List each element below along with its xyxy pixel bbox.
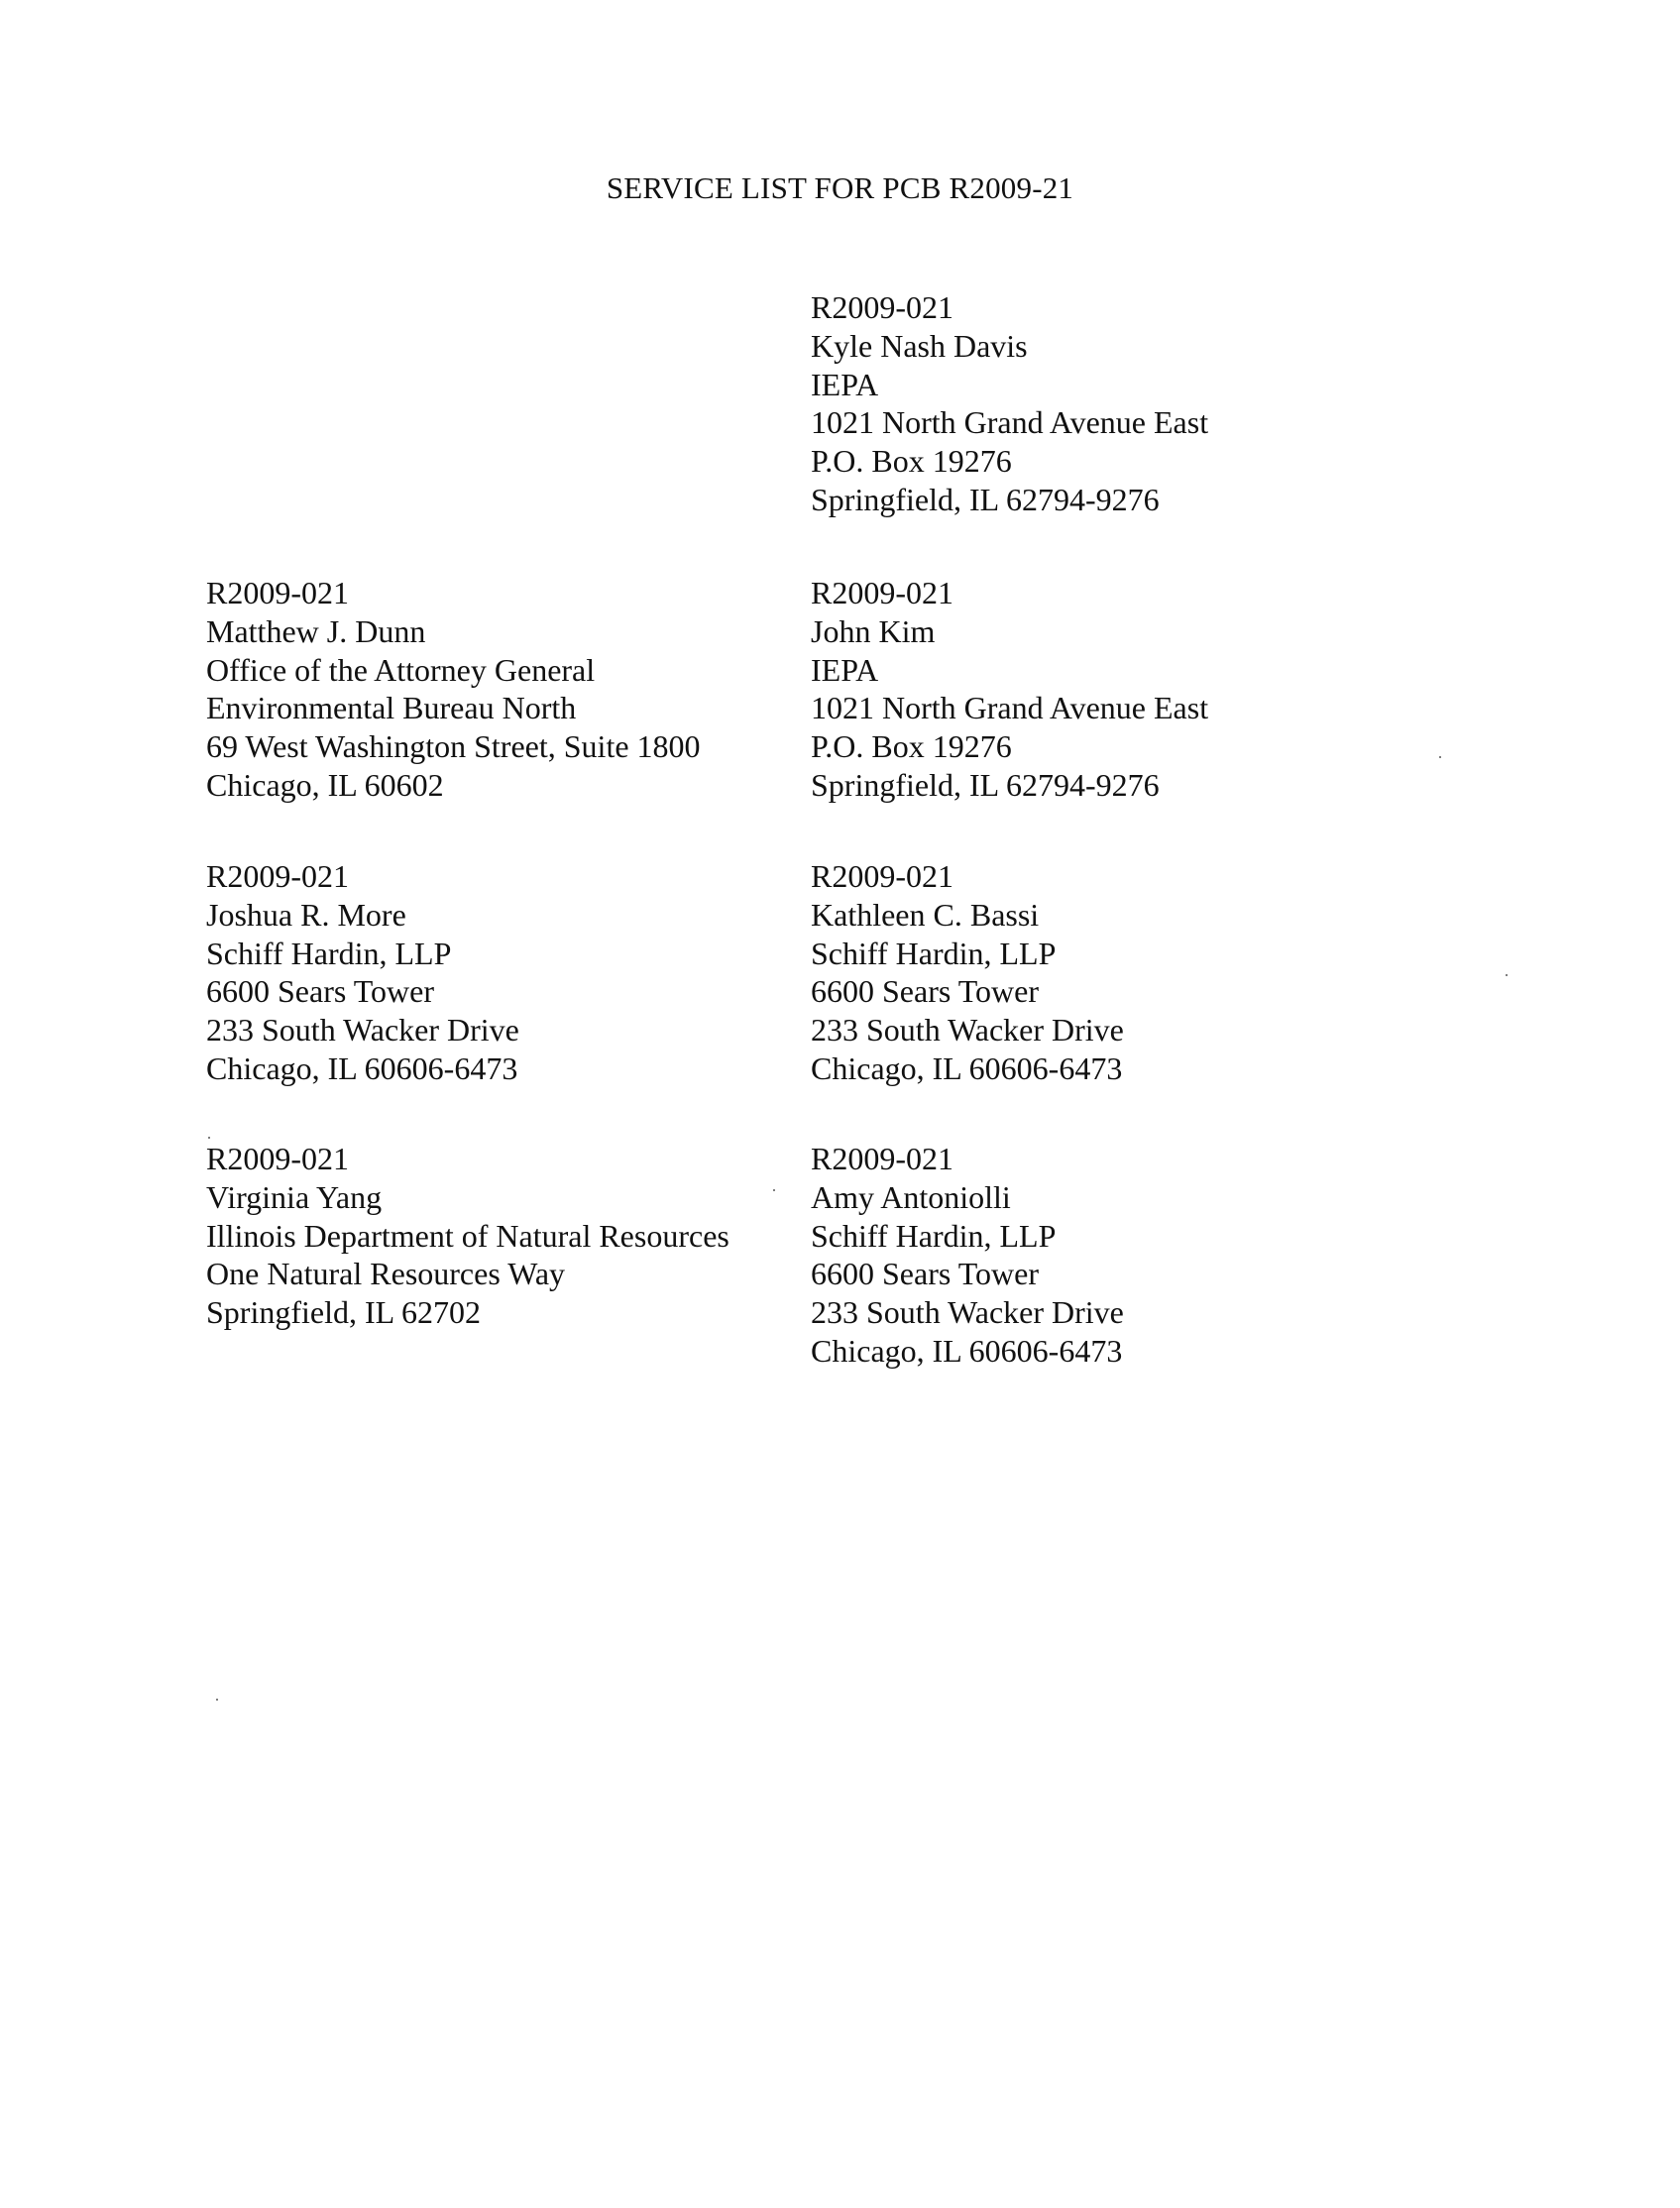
- city-state-zip: Chicago, IL 60602: [206, 766, 444, 803]
- organization: Schiff Hardin, LLP: [206, 935, 452, 971]
- po-box: P.O. Box 19276: [811, 728, 1012, 765]
- service-entry-kim: [811, 574, 1208, 805]
- recipient-name: Joshua R. More: [206, 896, 406, 933]
- service-entry-bassi: [811, 857, 1124, 1088]
- service-entry-dunn: [206, 574, 701, 805]
- organization: Illinois Department of Natural Resources: [206, 1217, 729, 1254]
- po-box: P.O. Box 19276: [811, 443, 1012, 480]
- organization: Schiff Hardin, LLP: [811, 1217, 1057, 1254]
- recipient-name: John Kim: [811, 612, 936, 649]
- city-state-zip: Springfield, IL 62794-9276: [811, 481, 1160, 517]
- scan-speck: [773, 1189, 775, 1191]
- page-title: SERVICE LIST FOR PCB R2009-21: [606, 170, 1074, 205]
- organization: Office of the Attorney General: [206, 651, 596, 688]
- organization: Schiff Hardin, LLP: [811, 935, 1057, 971]
- recipient-name: Kyle Nash Davis: [811, 327, 1028, 364]
- city-state-zip: Springfield, IL 62794-9276: [811, 766, 1160, 803]
- street-address: 1021 North Grand Avenue East: [811, 404, 1209, 441]
- city-state-zip: Chicago, IL 60606-6473: [811, 1049, 1123, 1086]
- docket-number: R2009-021: [811, 858, 953, 894]
- recipient-name: Matthew J. Dunn: [206, 612, 426, 649]
- service-entry-antoniolli: [811, 1140, 1124, 1371]
- docket-number: R2009-021: [811, 575, 953, 610]
- service-entry-yang: [206, 1140, 729, 1332]
- docket-number: R2009-021: [206, 858, 349, 894]
- city-state-zip: Chicago, IL 60606-6473: [811, 1332, 1123, 1369]
- docket-number: R2009-021: [206, 575, 349, 610]
- city-state-zip: Springfield, IL 62702: [206, 1294, 481, 1331]
- building: 6600 Sears Tower: [811, 973, 1040, 1010]
- organization: IEPA: [811, 366, 879, 402]
- docket-number: R2009-021: [811, 289, 953, 325]
- scan-speck: [208, 1137, 210, 1139]
- street-address: 233 South Wacker Drive: [811, 1294, 1124, 1331]
- recipient-name: Kathleen C. Bassi: [811, 896, 1040, 933]
- street-address: 233 South Wacker Drive: [206, 1012, 519, 1049]
- department: Environmental Bureau North: [206, 690, 577, 726]
- city-state-zip: Chicago, IL 60606-6473: [206, 1049, 518, 1086]
- service-entry-davis: [811, 288, 1208, 519]
- street-address: 1021 North Grand Avenue East: [811, 690, 1209, 726]
- street-address: 233 South Wacker Drive: [811, 1012, 1124, 1049]
- building: 6600 Sears Tower: [206, 973, 435, 1010]
- recipient-name: Amy Antoniolli: [811, 1178, 1011, 1215]
- street-address: One Natural Resources Way: [206, 1256, 566, 1292]
- docket-number: R2009-021: [206, 1141, 349, 1176]
- building: 6600 Sears Tower: [811, 1256, 1040, 1292]
- organization: IEPA: [811, 651, 879, 688]
- recipient-name: Virginia Yang: [206, 1178, 383, 1215]
- scan-speck: [1439, 756, 1441, 758]
- scan-speck: [1506, 974, 1508, 976]
- service-entry-more: [206, 857, 519, 1088]
- scan-speck: [216, 1699, 218, 1701]
- docket-number: R2009-021: [811, 1141, 953, 1176]
- street-address: 69 West Washington Street, Suite 1800: [206, 728, 701, 765]
